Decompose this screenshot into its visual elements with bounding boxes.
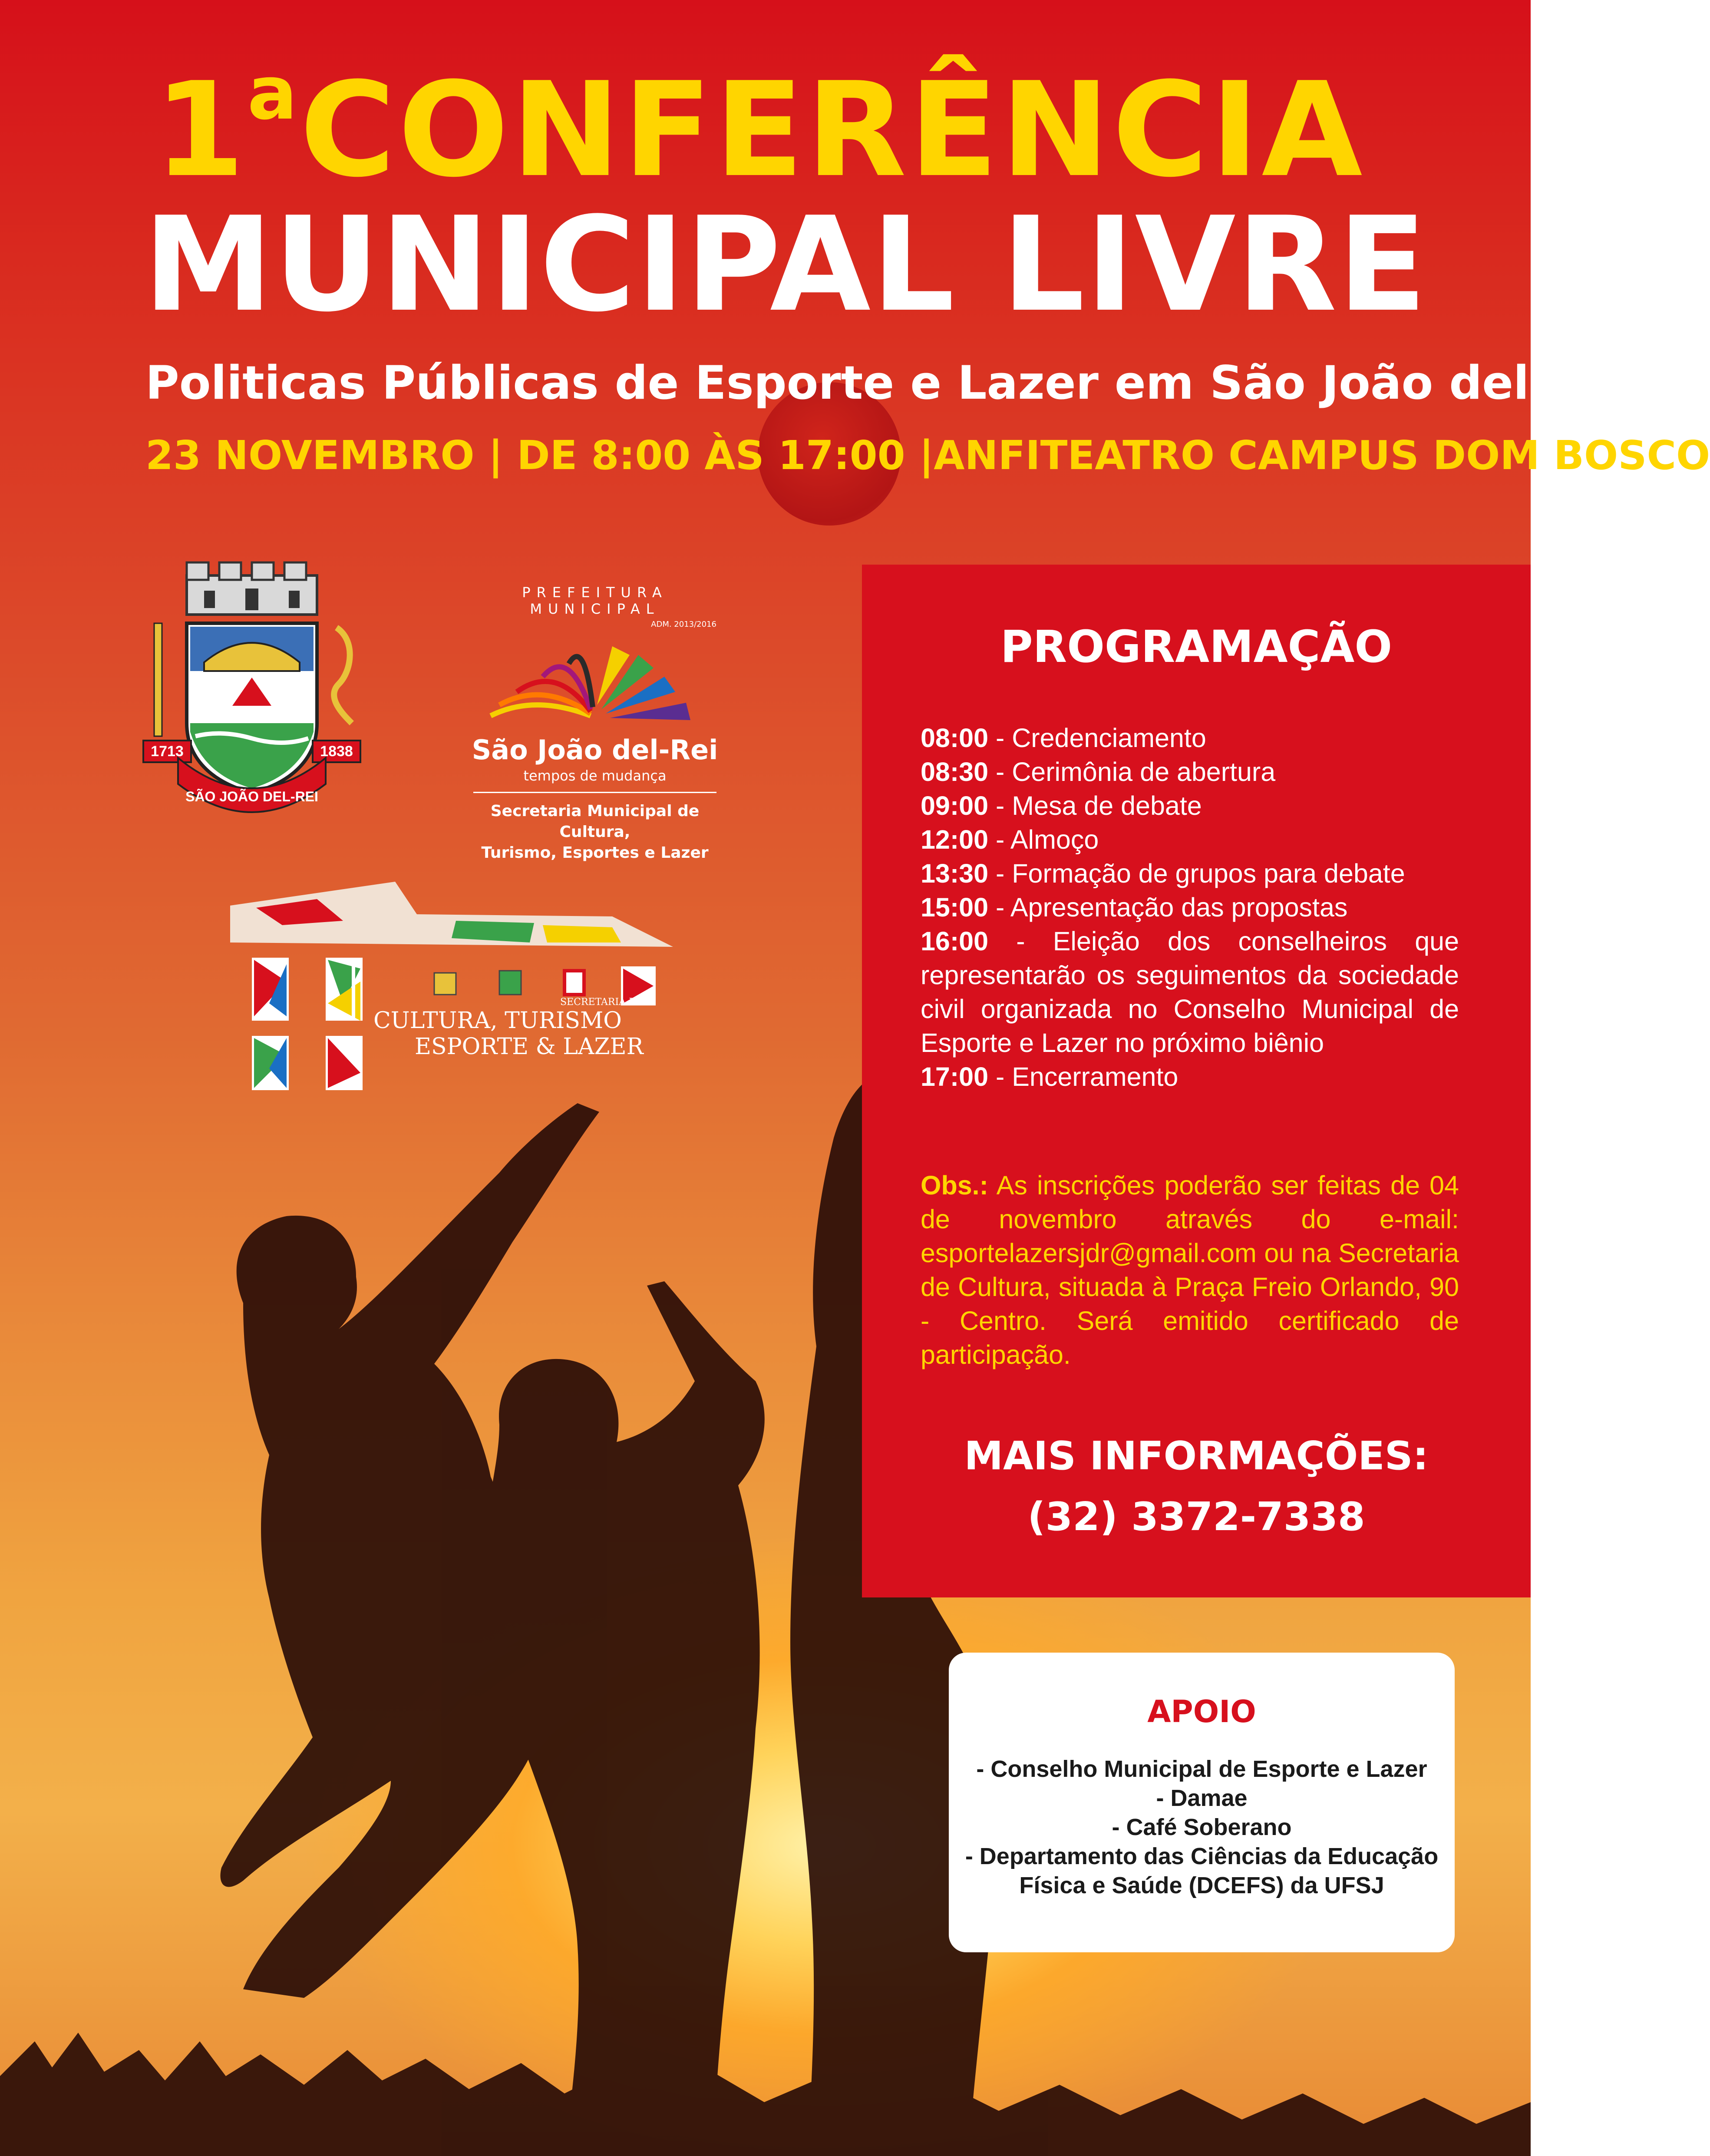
schedule-time: 09:00 <box>921 791 989 820</box>
schedule-time: 13:30 <box>921 859 989 888</box>
date-time-venue: 23 NOVEMBRO | DE 8:00 ÀS 17:00 |ANFITEATRO CAMPUS DOM BOSCO <box>145 432 1710 479</box>
programacao-panel <box>862 565 1531 1597</box>
prefeitura-top-text: PREFEITURA MUNICIPAL <box>522 584 668 617</box>
schedule-item <box>921 789 1459 823</box>
prefeitura-logo <box>456 584 734 862</box>
title-conferencia: CONFERÊNCIA <box>300 54 1365 206</box>
schedule-item <box>921 721 1459 755</box>
colorful-book-fan-icon <box>482 629 708 729</box>
schedule-time: 17:00 <box>921 1062 989 1091</box>
crest-year-right: 1838 <box>320 743 353 760</box>
title-ordinal: 1 <box>154 54 248 206</box>
observation-note <box>921 1168 1459 1372</box>
schedule-item <box>921 924 1459 1060</box>
cultura-logo-line-2: ESPORTE & LAZER <box>415 1034 644 1060</box>
schedule-time: 12:00 <box>921 825 989 854</box>
schedule-item <box>921 856 1459 890</box>
title-line-2: MUNICIPAL LIVRE <box>143 189 1428 341</box>
cultura-logo-small: SECRETARIA DE <box>560 997 644 1008</box>
cultura-logo-line-1: CULTURA, TURISMO <box>373 1008 622 1034</box>
schedule-text: - Mesa de debate <box>988 791 1202 820</box>
title-ordinal-sup: a <box>247 50 300 136</box>
apoio-item: - Departamento das Ciências da Educação <box>965 1843 1439 1869</box>
schedule-text: - Eleição dos conselheiros que representarão os seguimentos da sociedade civil organizada no Conselho Municipal de Esporte e Lazer no próximo biênio <box>921 926 1459 1058</box>
prefeitura-divider <box>473 792 716 793</box>
more-info-title: MAIS INFORMAÇÕES: <box>964 1433 1429 1479</box>
prefeitura-tagline: tempos de mudança <box>523 767 667 784</box>
programacao-title: PROGRAMAÇÃO <box>1000 621 1393 673</box>
schedule-time: 16:00 <box>921 926 989 956</box>
more-info-phone: (32) 3372-7338 <box>1027 1494 1365 1540</box>
schedule-text: - Credenciamento <box>988 723 1206 753</box>
schedule-time: 15:00 <box>921 893 989 922</box>
schedule-text: - Encerramento <box>988 1062 1179 1091</box>
subtitle: Politicas Públicas de Esporte e Lazer em São João del-Rei <box>145 356 1631 410</box>
schedule-item <box>921 755 1459 789</box>
schedule-text: - Almoço <box>988 825 1099 854</box>
prefeitura-secretaria-line-1: Secretaria Municipal de Cultura, <box>490 802 700 841</box>
prefeitura-city-name: São João del-Rei <box>472 734 718 766</box>
apoio-item: Física e Saúde (DCEFS) da UFSJ <box>1019 1872 1384 1898</box>
prefeitura-adm: ADM. 2013/2016 <box>651 620 716 629</box>
observation-label: Obs.: <box>921 1171 988 1200</box>
crest-year-left: 1713 <box>151 743 184 760</box>
observation-text: As inscrições poderão ser feitas de 04 de novembro através do e-mail: esportelazersjdr@gmail.com ou na Secretaria de Cultura, situada à Praça Freio Orlando, 90 - Centro. Será emitido certificado de participação. <box>921 1171 1459 1369</box>
schedule-list <box>921 721 1459 1094</box>
sao-joao-del-rei-coat-of-arms-icon <box>139 558 365 827</box>
schedule-text: - Cerimônia de abertura <box>988 757 1276 787</box>
apoio-title: APOIO <box>1147 1694 1256 1729</box>
schedule-time: 08:00 <box>921 723 989 753</box>
schedule-item <box>921 823 1459 856</box>
schedule-item <box>921 1060 1459 1094</box>
schedule-time: 08:30 <box>921 757 989 787</box>
apoio-item: - Damae <box>1156 1785 1248 1811</box>
title-line-1 <box>154 50 1365 206</box>
prefeitura-secretaria-line-2: Turismo, Esportes e Lazer <box>481 844 709 862</box>
schedule-item <box>921 890 1459 924</box>
apoio-item: - Café Soberano <box>1112 1814 1292 1840</box>
schedule-text: - Apresentação das propostas <box>988 893 1348 922</box>
cultura-logo-text <box>373 997 644 1060</box>
apoio-panel <box>949 1653 1455 1952</box>
crest-name: SÃO JOÃO DEL-REI <box>185 789 318 804</box>
schedule-text: - Formação de grupos para debate <box>988 859 1405 888</box>
apoio-list <box>949 1755 1455 1900</box>
apoio-item: - Conselho Municipal de Esporte e Lazer <box>976 1756 1427 1782</box>
